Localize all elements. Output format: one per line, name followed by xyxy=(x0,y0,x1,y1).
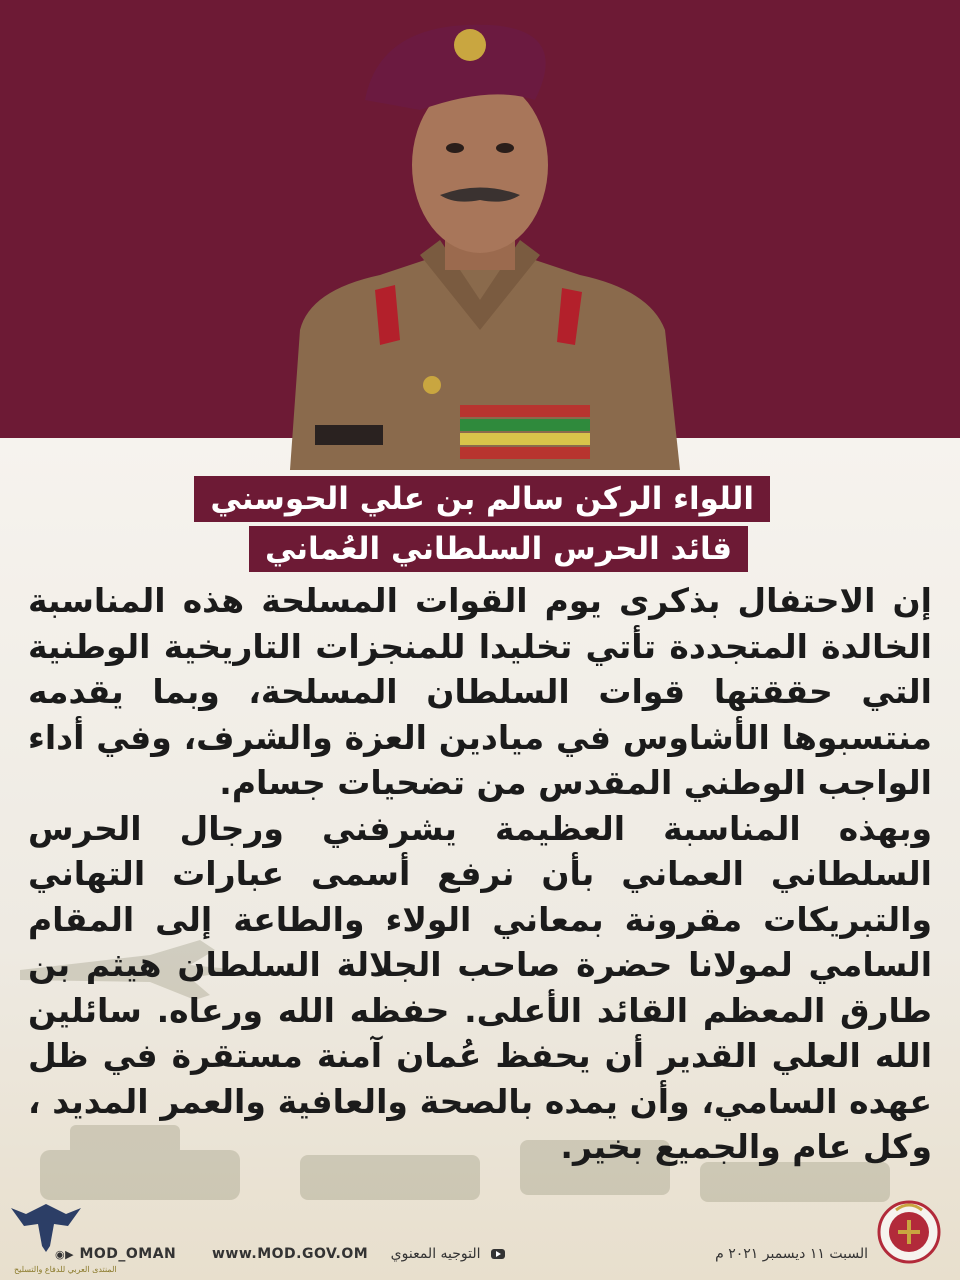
social-icons: ◉▶ xyxy=(55,1248,75,1261)
footer-date: السبت ١١ ديسمبر ٢٠٢١ م xyxy=(715,1246,868,1262)
statement-paragraph-1: إن الاحتفال بذكرى يوم القوات المسلحة هذه المناسبة الخالدة المتجددة تأتي تخليدا للمنجزات التاريخية الوطنية التي حققتها قوات السلطان المسلحة، وبما يقدمه منتسبوها الأشاوس في ميادين العزة والشرف، وفي أداء الواجب الوطني المقدس من تضحيات جسام. xyxy=(28,581,932,802)
forum-name: المنتدى العربي للدفاع والتسليح xyxy=(14,1265,117,1274)
footer-department-label: التوجيه المعنوي xyxy=(390,1246,481,1262)
uniform-nametag xyxy=(315,425,383,445)
officer-portrait xyxy=(270,0,690,470)
officer-role: قائد الحرس السلطاني العُماني xyxy=(249,526,748,572)
footer-website[interactable]: www.MOD.GOV.OM xyxy=(212,1246,369,1262)
footer-social-handle[interactable] xyxy=(55,1246,176,1262)
footer xyxy=(0,1236,960,1280)
youtube-icon xyxy=(491,1249,505,1259)
footer-department xyxy=(391,1246,505,1262)
beret-badge xyxy=(454,29,486,61)
statement-text xyxy=(28,578,932,1170)
footer-handle-label: MOD_OMAN xyxy=(79,1246,177,1262)
statement-paragraph-2: وبهذه المناسبة العظيمة يشرفني ورجال الحرس السلطاني العماني بأن نرفع أسمى عبارات التهاني والتبريكات مقرونة بمعاني الولاء والطاعة إلى المقام السامي لمولانا حضرة صاحب الجلالة السلطان هيثم بن طارق المعظم القائد الأعلى. حفظه الله ورعاه. سائلين الله العلي القدير أن يحفظ عُمان آمنة مستقرة في ظل عهده السامي، وأن يمده بالصحة والعافية والعمر المديد ، وكل عام والجميع بخير. xyxy=(28,808,932,1166)
officer-name: اللواء الركن سالم بن علي الحوسني xyxy=(194,476,770,522)
